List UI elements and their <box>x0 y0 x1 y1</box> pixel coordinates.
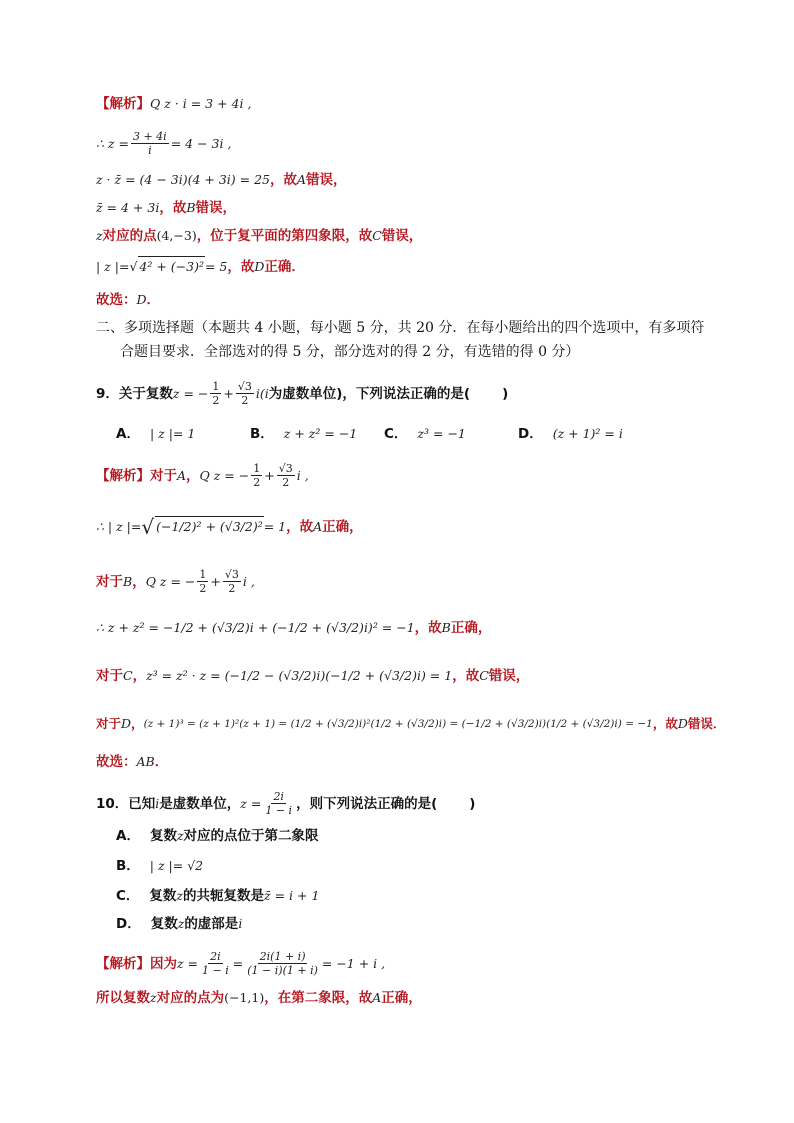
fraction <box>263 790 294 817</box>
option-letter: B <box>186 200 196 215</box>
q10-option-a <box>116 826 319 846</box>
sol9-answer <box>96 752 168 772</box>
option-letter: C <box>372 228 382 243</box>
sol9-line-2 <box>96 516 363 537</box>
math-expr: ∴ z = <box>96 135 129 151</box>
fraction-numerator: √3 <box>224 568 239 581</box>
option-text: | z |= √2 <box>149 858 204 873</box>
fraction <box>245 950 320 977</box>
analysis-text: ，故 <box>159 200 187 216</box>
radicand: (−1/2)² + (√3/2)² <box>155 516 264 537</box>
question-number: 9． <box>96 385 119 402</box>
math-expr: Q z · i = 3 + 4i , <box>150 96 252 111</box>
analysis-label: 【解析】 <box>96 955 150 972</box>
fraction-denominator: 1 − i <box>202 964 229 977</box>
analysis-text: 错误， <box>195 200 237 216</box>
analysis-text: ，在第二象限，故 <box>264 990 373 1006</box>
math-expr: i , <box>296 467 309 483</box>
fraction-numerator: 1 <box>199 568 207 581</box>
sol8-line-2 <box>96 130 231 157</box>
math-expr: z <box>177 916 185 931</box>
math-expr: z <box>176 828 184 843</box>
answer-label: 故选： <box>96 292 137 308</box>
question-text: 是虚数单位， <box>159 795 241 812</box>
fraction <box>277 462 295 489</box>
section-heading-line-1: 二、多项选择题（本题共 4 小题，每小题 5 分，共 20 分．在每小题给出的四个选项中，有多项符 <box>96 320 705 336</box>
option-a <box>116 424 250 444</box>
fraction-numerator: 2i <box>210 950 221 963</box>
option-letter: D <box>254 258 265 274</box>
fraction-numerator: √3 <box>278 462 293 475</box>
option-text: 复数 <box>149 888 177 904</box>
sol8-answer <box>96 290 160 310</box>
fraction <box>210 380 221 407</box>
math-expr: z = <box>240 795 262 811</box>
math-expr: z · z̄ = (4 − 3i)(4 + 3i) = 25 <box>96 172 270 187</box>
fraction-denominator: 2 <box>253 476 261 489</box>
math-expr: = 1 <box>263 518 287 534</box>
analysis-text: ． <box>146 292 161 308</box>
option-label: D． <box>116 916 141 932</box>
analysis-text: ，位于复平面的第四象限，故 <box>196 228 373 244</box>
option-text: 对应的点位于第二象限 <box>183 828 319 844</box>
analysis-text: ， <box>186 467 200 484</box>
question-text: 已知 <box>128 795 156 812</box>
analysis-text: 正确． <box>264 258 305 275</box>
math-expr: z = − <box>172 385 209 401</box>
fraction-numerator: 2i <box>273 790 284 803</box>
option-d <box>518 424 652 444</box>
analysis-text: ，故 <box>652 716 678 731</box>
q9-options <box>116 424 652 444</box>
option-label: A． <box>116 426 140 442</box>
fraction <box>251 462 262 489</box>
math-expr: i(i <box>255 385 269 401</box>
option-letter: A <box>177 467 187 483</box>
math-expr: Q z = − <box>145 573 196 589</box>
analysis-text: ． <box>154 754 169 770</box>
math-expr: = 4 − 3i , <box>170 135 232 151</box>
option-label: D． <box>518 426 543 442</box>
option-text: z³ = −1 <box>417 426 466 441</box>
fraction <box>131 130 169 157</box>
sol8-line-6 <box>96 256 305 277</box>
sol9-line-6 <box>96 714 725 734</box>
math-expr: i , <box>242 573 255 589</box>
math-expr: = −1 + i , <box>321 955 386 971</box>
math-expr: = <box>232 955 244 971</box>
analysis-text: 因为 <box>150 955 177 972</box>
option-text: z + z² = −1 <box>283 426 358 441</box>
question-text: 为虚数单位)，下列说法正确的是( <box>268 385 471 402</box>
option-text: 的虚部是 <box>184 916 239 932</box>
analysis-label: 【解析】 <box>96 467 150 484</box>
analysis-text: 错误， <box>488 668 530 684</box>
section-heading <box>96 318 704 338</box>
point-coordinates: (4,−3) <box>156 228 197 243</box>
option-letter: C <box>123 668 133 683</box>
sol10-line-2 <box>96 988 422 1008</box>
answer-value: D <box>136 292 147 307</box>
analysis-text: ，故 <box>452 668 480 684</box>
math-expr: z <box>96 228 103 243</box>
option-label: B． <box>116 858 140 874</box>
math-expr: | z |= <box>96 258 130 274</box>
section-heading-line-2: 合题目要求．全部选对的得 5 分，部分选对的得 2 分，有选错的得 0 分） <box>120 344 580 360</box>
fraction-numerator: 3 + 4i <box>132 130 167 143</box>
point-coordinates: (−1,1) <box>224 990 265 1005</box>
radicand: 4² + (−3)² <box>138 256 205 277</box>
answer-label: 故选： <box>96 754 137 770</box>
analysis-text: 正确， <box>450 620 492 636</box>
option-label: C． <box>116 888 140 904</box>
option-label: C． <box>384 426 408 442</box>
math-expr: ∴ z + z² = −1/2 + (√3/2)i + (−1/2 + (√3/2)i)² = −1 <box>96 620 415 635</box>
analysis-text: ， <box>132 573 146 590</box>
sol9-line-3: 对于 B ， Q z = − $\frac{1}{2}$ + $\frac{√3}{2}$ i , <box>96 568 255 595</box>
section-heading-cont <box>120 342 579 362</box>
option-letter: D <box>677 716 688 731</box>
option-letter: A <box>297 172 307 187</box>
option-text: 复数 <box>149 828 177 844</box>
sol9-line-5 <box>96 666 529 686</box>
math-expr: ∴ | z |= <box>96 518 142 534</box>
fraction-denominator: 1 − i <box>265 804 293 817</box>
math-expr: Q z = − <box>199 467 250 483</box>
question-10 <box>96 790 475 817</box>
analysis-text: ，故 <box>227 258 255 275</box>
option-text: 复数 <box>150 916 178 932</box>
fraction-denominator: 2 <box>228 582 236 595</box>
analysis-text: 正确， <box>322 518 363 535</box>
fraction-numerator: 1 <box>212 380 220 393</box>
option-text: | z |= 1 <box>149 426 196 441</box>
fraction-denominator: i <box>148 144 152 157</box>
math-expr: z = <box>177 955 199 971</box>
math-expr: i <box>238 916 243 931</box>
math-expr: z <box>150 990 157 1005</box>
fraction-numerator: √3 <box>237 380 252 393</box>
option-letter: B <box>441 620 451 635</box>
option-letter: A <box>372 990 382 1005</box>
fraction-denominator: 2 <box>241 394 249 407</box>
option-letter: B <box>123 573 133 589</box>
fraction <box>223 568 241 595</box>
analysis-text: 对应的点为 <box>156 990 225 1006</box>
option-c <box>384 424 518 444</box>
math-expr: + <box>223 385 234 401</box>
math-expr: z̄ = 4 + 3i <box>96 200 160 215</box>
question-text: ) <box>502 385 509 402</box>
option-b <box>250 424 384 444</box>
math-expr: z̄ = i + 1 <box>264 888 320 903</box>
fraction-numerator: 1 <box>253 462 261 475</box>
analysis-text: 对于 <box>96 573 123 590</box>
fraction-denominator: 2 <box>282 476 290 489</box>
math-expr: z³ = z² · z = (−1/2 − (√3/2)i)(−1/2 + (√3/2)i) = 1 <box>146 668 453 683</box>
math-expr: z <box>176 888 184 903</box>
analysis-text: 对于 <box>150 467 177 484</box>
math-expr: = 5 <box>204 258 228 274</box>
analysis-text: ， <box>132 668 147 684</box>
math-expr: i <box>155 795 160 811</box>
fraction-denominator: 2 <box>212 394 220 407</box>
analysis-text: ， <box>131 716 144 731</box>
question-text: 关于复数 <box>118 385 173 402</box>
sol8-line-1 <box>96 94 251 114</box>
question-text: ，则下列说法正确的是( <box>296 795 438 812</box>
sol9-line-1: 【解析】 对于 A ， Q z = − $\frac{1}{2}$ + $\frac{√3}{2}$ i , <box>96 462 309 489</box>
analysis-text: 所以复数 <box>96 990 150 1006</box>
analysis-text: ，故 <box>270 172 297 188</box>
option-label: A． <box>116 828 140 844</box>
analysis-label: 【解析】 <box>96 96 150 112</box>
fraction-denominator: 2 <box>199 582 207 595</box>
answer-value: AB <box>136 754 155 769</box>
question-9 <box>96 380 508 407</box>
option-text: 的共轭复数是 <box>183 888 265 904</box>
option-text: (z + 1)² = i <box>552 426 623 441</box>
fraction-denominator: (1 − i)(1 + i) <box>247 964 318 977</box>
sol8-line-5 <box>96 226 422 246</box>
sol8-line-4 <box>96 198 236 218</box>
option-letter: D <box>121 716 132 731</box>
analysis-text: ，故 <box>414 620 442 636</box>
sqrt-sign: √ <box>141 514 155 539</box>
sol9-line-4 <box>96 618 491 638</box>
analysis-text: 错误． <box>687 716 726 731</box>
analysis-text: 对于 <box>96 716 122 731</box>
question-number: 10． <box>96 795 129 812</box>
analysis-text: 错误， <box>306 172 347 188</box>
sol10-line-1 <box>96 950 385 977</box>
fraction <box>200 950 231 977</box>
analysis-text: 错误， <box>381 228 423 244</box>
q10-option-c <box>116 886 319 906</box>
analysis-text: 对应的点 <box>102 228 157 244</box>
analysis-text: 正确， <box>381 990 422 1006</box>
sqrt-sign: √ <box>129 258 138 274</box>
option-letter: C <box>479 668 489 683</box>
q10-option-d <box>116 914 242 934</box>
option-letter: A <box>313 518 323 534</box>
analysis-text: 对于 <box>96 668 123 684</box>
option-label: B． <box>250 426 274 442</box>
fraction <box>197 568 208 595</box>
math-expr: (z + 1)³ = (z + 1)²(z + 1) = (1/2 + (√3/2)i)²(1/2 + (√3/2)i) = (−1/2 + (√3/2)i)(1/2 + (√3/2)i) = −1 <box>143 718 653 730</box>
fraction <box>236 380 254 407</box>
analysis-text: ，故 <box>286 518 314 535</box>
question-text: ) <box>469 795 476 812</box>
sol8-line-3 <box>96 170 347 190</box>
fraction-numerator: 2i(1 + i) <box>259 950 306 963</box>
q10-option-b <box>116 856 203 876</box>
